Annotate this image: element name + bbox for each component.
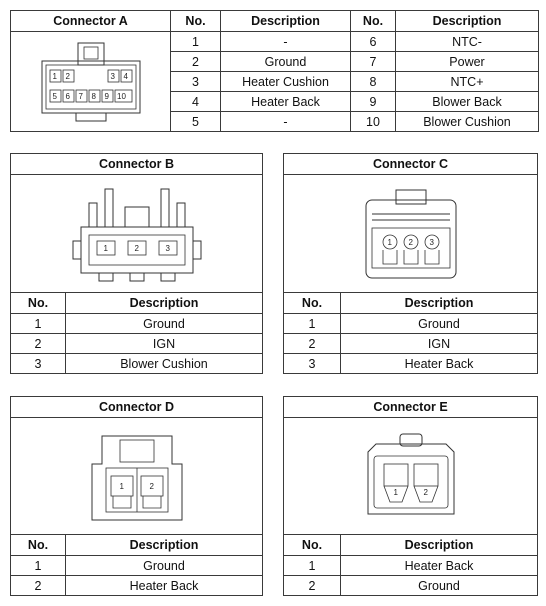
cell-desc: IGN [341, 334, 538, 354]
pin-label: 1 [387, 237, 392, 247]
cell-no: 1 [171, 32, 221, 52]
cell-desc: NTC- [396, 32, 539, 52]
connector-d-table [10, 396, 263, 596]
cell-no: 8 [351, 72, 396, 92]
cell-desc: Ground [341, 576, 538, 596]
connector-d-diagram-cell [11, 418, 263, 535]
table-row [284, 314, 538, 334]
cell-desc: Ground [66, 314, 263, 334]
table-row [11, 354, 263, 374]
cell-no: 3 [11, 354, 66, 374]
cell-desc: NTC+ [396, 72, 539, 92]
connector-a-diagram-cell [11, 32, 171, 132]
connector-a-col-desc: Description [221, 11, 351, 32]
cell-no: 3 [284, 354, 341, 374]
cell-no: 3 [171, 72, 221, 92]
pin-label: 2 [408, 237, 413, 247]
connector-d-col-no: No. [11, 535, 66, 556]
cell-no: 9 [351, 92, 396, 112]
connector-a-diagram [36, 39, 146, 125]
cell-no: 2 [11, 334, 66, 354]
table-row [11, 556, 263, 576]
table-row [11, 314, 263, 334]
cell-desc: Ground [221, 52, 351, 72]
cell-no: 1 [11, 314, 66, 334]
connector-d-title: Connector D [11, 397, 263, 418]
pin-label: 5 [52, 91, 57, 101]
pin-label: 9 [104, 91, 109, 101]
cell-desc: Heater Back [341, 354, 538, 374]
connector-a-title: Connector A [11, 11, 171, 32]
cell-no: 6 [351, 32, 396, 52]
connector-e-diagram-cell [284, 418, 538, 535]
pin-label: 1 [393, 488, 398, 497]
connector-d-diagram [82, 426, 192, 526]
connector-b-diagram [67, 179, 207, 289]
pin-label: 2 [423, 488, 428, 497]
pin-label: 2 [65, 71, 70, 81]
table-row [11, 576, 263, 596]
pin-label: 2 [134, 243, 139, 253]
cell-no: 7 [351, 52, 396, 72]
connector-d-col-desc: Description [66, 535, 263, 556]
cell-desc: Blower Back [396, 92, 539, 112]
cell-no: 5 [171, 112, 221, 132]
connector-b-title: Connector B [11, 154, 263, 175]
cell-desc: Blower Cushion [66, 354, 263, 374]
pin-label: 1 [119, 482, 124, 491]
pin-label: 7 [78, 91, 83, 101]
connector-a-col-desc-2: Description [396, 11, 539, 32]
table-row [284, 556, 538, 576]
pin-label: 3 [429, 237, 434, 247]
connector-c-title: Connector C [284, 154, 538, 175]
pin-label: 1 [52, 71, 57, 81]
connector-a-col-no: No. [171, 11, 221, 32]
connector-a-col-no-2: No. [351, 11, 396, 32]
cell-desc: Ground [341, 314, 538, 334]
connector-c-diagram [356, 184, 466, 284]
pin-label: 2 [149, 482, 154, 491]
connector-b-table [10, 153, 263, 374]
cell-desc: Heater Back [66, 576, 263, 596]
cell-no: 1 [284, 314, 341, 334]
cell-no: 2 [11, 576, 66, 596]
connector-c-diagram-cell [284, 175, 538, 293]
connector-b-col-no: No. [11, 293, 66, 314]
cell-no: 1 [284, 556, 341, 576]
table-row [284, 354, 538, 374]
cell-desc: - [221, 112, 351, 132]
table-row [284, 334, 538, 354]
connector-e-title: Connector E [284, 397, 538, 418]
connector-c-col-no: No. [284, 293, 341, 314]
cell-no: 2 [284, 576, 341, 596]
pin-label: 1 [103, 243, 108, 253]
connector-e-col-desc: Description [341, 535, 538, 556]
connector-b-col-desc: Description [66, 293, 263, 314]
connector-c-table [283, 153, 538, 374]
cell-desc: IGN [66, 334, 263, 354]
connector-e-col-no: No. [284, 535, 341, 556]
cell-no: 1 [11, 556, 66, 576]
connector-e-table [283, 396, 538, 596]
cell-desc: - [221, 32, 351, 52]
pin-label: 3 [165, 243, 170, 253]
connector-b-diagram-cell [11, 175, 263, 293]
table-row [11, 334, 263, 354]
table-row [11, 32, 539, 52]
cell-desc: Heater Back [341, 556, 538, 576]
pin-label: 3 [110, 71, 115, 81]
connector-c-col-desc: Description [341, 293, 538, 314]
pin-label: 10 [116, 91, 126, 101]
cell-no: 2 [171, 52, 221, 72]
cell-desc: Heater Cushion [221, 72, 351, 92]
pin-label: 4 [123, 71, 128, 81]
pin-label: 8 [91, 91, 96, 101]
cell-no: 10 [351, 112, 396, 132]
cell-desc: Power [396, 52, 539, 72]
table-row [284, 576, 538, 596]
connector-a-table [10, 10, 539, 132]
cell-no: 2 [284, 334, 341, 354]
connector-e-diagram [356, 426, 466, 526]
cell-desc: Heater Back [221, 92, 351, 112]
cell-desc: Ground [66, 556, 263, 576]
cell-desc: Blower Cushion [396, 112, 539, 132]
cell-no: 4 [171, 92, 221, 112]
connector-a-pins [50, 70, 132, 102]
pin-label: 6 [65, 91, 70, 101]
